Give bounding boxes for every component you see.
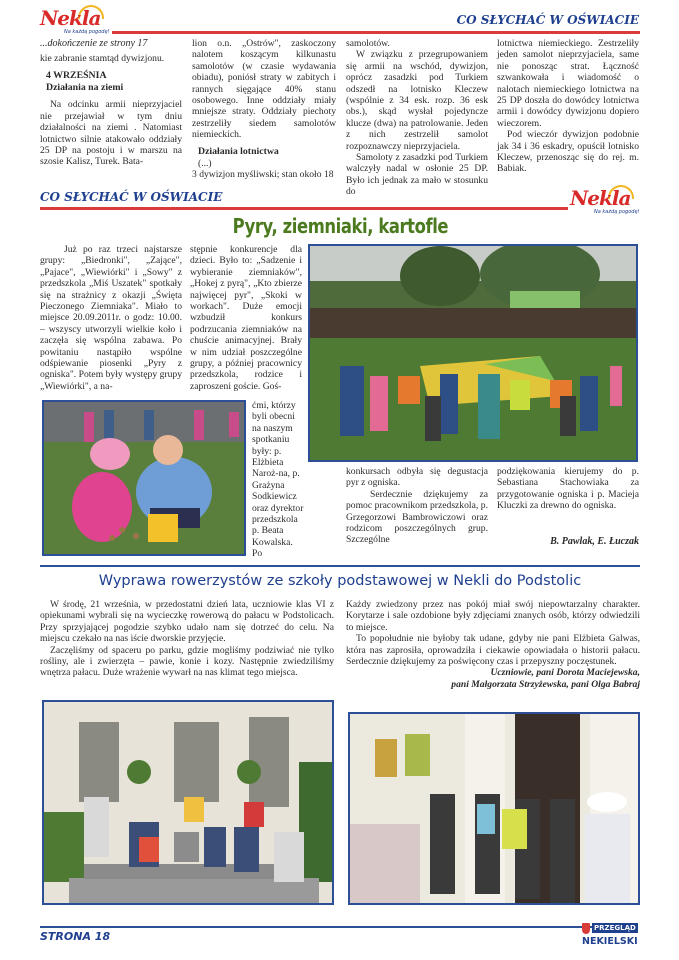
author-line: Uczniowie, pani Dorota Maciejewska, <box>490 667 640 679</box>
paragraph: stępnie konkurencje dla dzieci. Było to: „Sadzenie i wybieranie ziemniaków", „Hokej z pyrą", „Kto zbierze najwięcej pyr", „Skoki w workach". Duże emocji wzbudził konkurs podrzucania ziemniaków na chuście animacyjnej. Brały w nim udział poszczególne grupy, a później pracownicy przedszkola, rodzice i zaproszeni goście. Goś- <box>190 244 302 392</box>
photo-children-circle <box>308 244 638 462</box>
photo-circle-image <box>310 246 636 460</box>
photo-palace-interior <box>348 712 640 905</box>
section-divider <box>40 207 568 210</box>
paragraph: lion o.n. „Ostrów", zaskoczony nalotem koszącym kilkunastu samolotów (w czasie wydawania obiadu), poniósł straty w zabitych i rannych sięgające 40% stanu osobowego. Inne oddziały miały mniejsze straty. Oddziały piechoty zestrzeliły siedem samolotów niemieckich. <box>192 38 336 141</box>
paragraph: 3 dywizjon myśliwski; stan około 18 <box>192 169 334 181</box>
sub-heading: Działania lotnictwa <box>198 145 279 157</box>
paragraph: Każdy zwiedzony przez nas pokój miał swój niepowtarzalny charakter. Korytarze i sale ozdobione były zdjęciami znanych osób, którzy odwiedzili to miejsce. <box>346 599 640 633</box>
logo-tagline: Na każdą pogodę! <box>64 29 110 35</box>
logo-text: Nekla <box>40 6 101 30</box>
brand-bottom: NEKIELSKI <box>582 936 638 947</box>
paragraph: Zaczęliśmy od spaceru po parku, gdzie mogliśmy podziwiać nie tylko rośliny, ale i zwierzęta – pawie, konie i kozy. Następnie zwiedziliśmy wnętrza pałacu. Duże wrażenie wywarł na nas klimat tego miejsca. <box>40 644 334 679</box>
logo-text: Nekla <box>570 186 631 210</box>
paragraph: ćmi, którzy byli obecni na naszym spotkaniu były: p. Elżbieta Naroż-na, p. Grażyna Sodkiewicz oraz dyrektor przedszkola p. Beata Kowalska. Po <box>252 400 304 560</box>
photo-interior-image <box>350 714 638 903</box>
paragraph: Samoloty z zasadzki pod Turkiem walczyły nadal w osłonie 25 DP. Było ich jednak za mało w stosunku do <box>346 152 488 198</box>
article-title <box>180 213 500 239</box>
paragraph: Pod wieczór dywizjon podobnie jak 34 i 36 eskadry, opuścił lotnisko Kleczew, przenosząc się do rej. m. Babiak. <box>497 129 639 175</box>
logo-tagline: Na każdą pogodę! <box>594 209 640 215</box>
pyry-column-2b <box>252 400 304 560</box>
paragraph: samolotów. <box>346 38 390 49</box>
sub-heading: Działania na ziemi <box>46 82 124 94</box>
paragraph: To popołudnie nie byłoby tak udane, gdyby nie pani Elżbieta Galwas, która nas zaprosiła, oprowadziła i ciekawie opowiadała o historii pałacu. Serdecznie dziękujemy za poświęcony czas i przepyszny poczęstunek. <box>346 633 640 668</box>
nekla-logo <box>40 4 110 34</box>
paragraph: kie zabranie stamtąd dywizjonu. <box>40 53 165 64</box>
war-column-2 <box>192 38 336 180</box>
paragraph: Już po raz trzeci najstarsze grupy: „Biedronki", „Zające", „Pajace", „Wiewiórki" i „Sowy" z przedszkola „Miś Uszatek" spotkały się na strażnicy z okazji „Święta Pieczonego Ziemniaka". Miało to miejsce 20.09.2011r. o godz: 10.00. – wszyscy utworzyli wielkie koło i zaczęła się wspólna zabawa. Po powitaniu nastąpiło wspólne odśpiewanie piosenki „Pyry z ogniska". Potem były występy grupy „Wiewiórki", a na- <box>40 244 182 392</box>
date-heading: 4 WRZEŚNIA <box>46 70 107 82</box>
article-title-text: Pyry, ziemniaki, kartofle <box>232 214 448 238</box>
bike-column-1 <box>40 599 334 679</box>
paragraph: W środę, 21 września, w przedostatni dzień lata, uczniowie klas VI z opiekunami wybrali się na wycieczkę rowerową do pałacu w Podstolicach. Przy sprzyjającej pogodzie szybko udało nam się dotrzeć do celu. Na miejscu czekało na nas iście dworskie przyjęcie. <box>40 599 334 645</box>
brand-top: PRZEGLĄD <box>594 924 636 932</box>
photo-potatoes-image <box>44 402 244 554</box>
paragraph: Na odcinku armii nieprzyjaciel nie przejawiał w tym dniu działalności na ziemi . Natomiast lotnictwo silnie atakowało oddziały 25 DP na postoju i w marszu na szosie Kalisz, Turek. Bata- <box>40 99 182 168</box>
nekla-logo <box>570 184 640 214</box>
bike-column-2 <box>346 599 640 690</box>
ellipsis: (...) <box>198 157 212 169</box>
war-column-1 <box>40 53 182 168</box>
section-label: CO SŁYCHAĆ W OŚWIACIE <box>456 13 639 27</box>
photo-kids-potatoes <box>42 400 246 556</box>
paragraph: W związku z przegrupowaniem się armii na wschód, dywizjon, oprócz zasadzki pod Turkiem odszedł na lotnisko Kleczew (wspólnie z 34 esk. rozp. 36 esk obs.), skąd wysłał pojedyncze klucze (dwa) na patrolowanie. Jeden z nich zestrzelił samolot rozpoznawczy nieprzyjaciela. <box>346 49 488 152</box>
paragraph: konkursach odbyła się degustacja pyr z ogniska. <box>346 466 488 489</box>
photo-group-stairs <box>42 700 334 905</box>
pyry-column-2 <box>190 244 302 392</box>
paragraph: lotnictwa niemieckiego. Zestrzeliły jeden samolot nieprzyjaciela, same nie ponosząc strat. Łączność szwankowała i wiadomość o nalotach niemieckiego lotnictwa na 25 DP doszła do dowódcy lotnictwa armii i dowódcy dywizjonu dopiero wieczorem. <box>497 38 639 129</box>
article-divider <box>40 565 640 567</box>
paragraph: Serdecznie dziękujemy za pomoc pracownikom przedszkola, p. Grzegorzowi Bambrowiczowi oraz rodzicom poszczególnych grup. Szczególne <box>346 488 488 546</box>
footer-divider <box>40 926 638 928</box>
section-label: CO SŁYCHAĆ W OŚWIACIE <box>40 190 223 204</box>
paragraph: podziękowania kierujemy do p. Sebastiana Stachowiaka za przygotowanie ogniska i p. Macieja Kluczki za drewno do ogniska. <box>497 466 639 512</box>
coat-of-arms-icon <box>582 923 590 934</box>
article-title: Wyprawa rowerzystów ze szkoły podstawowej w Nekli do Podstolic <box>98 573 582 589</box>
pyry-column-4 <box>497 466 639 512</box>
war-column-4 <box>497 38 639 175</box>
continuation-note: ...dokończenie ze strony 17 <box>40 38 148 49</box>
pyry-column-1 <box>40 244 182 392</box>
page-number: STRONA 18 <box>40 930 111 943</box>
article-author: B. Pawlak, E. Łuczak <box>550 536 639 547</box>
przeglad-nekielski-logo <box>582 922 640 952</box>
photo-stairs-image <box>44 702 332 903</box>
war-column-3 <box>346 38 488 198</box>
author-line: pani Małgorzata Strzyżewska, pani Olga Babraj <box>451 678 640 690</box>
header-divider <box>112 31 640 34</box>
pyry-column-3 <box>346 466 488 546</box>
